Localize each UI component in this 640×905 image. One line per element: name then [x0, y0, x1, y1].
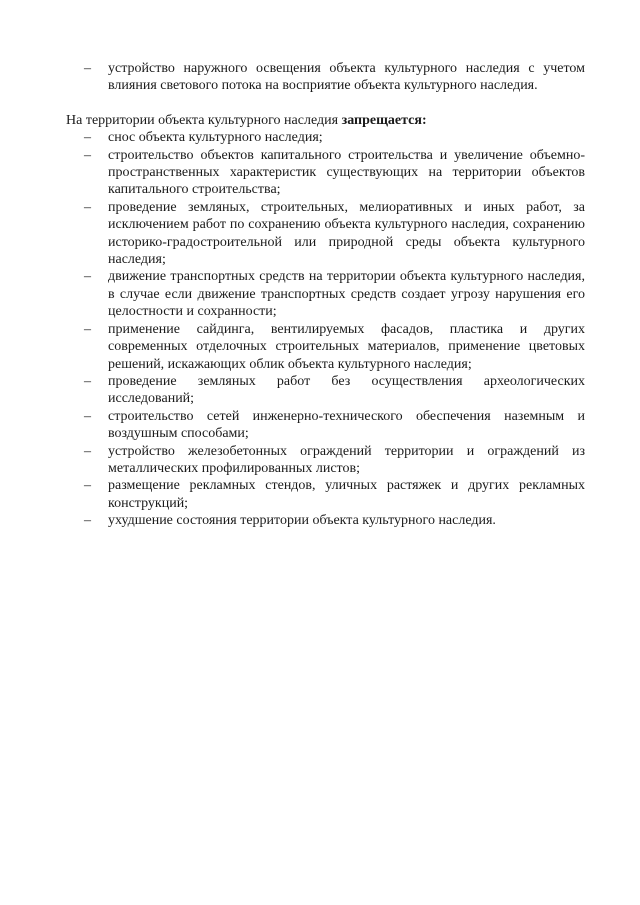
list-dash: –: [84, 61, 91, 76]
list-dash: –: [84, 130, 91, 146]
list-item-text: устройство железобетонных ограждений территории и ограждений из металлических профилированных листов;: [108, 443, 585, 476]
list-dash: –: [84, 199, 91, 215]
list-item-text: ухудшение состояния территории объекта культурного наследия.: [108, 513, 496, 529]
paragraph-lead: На территории объекта культурного наследия: [66, 112, 342, 128]
list-item: [66, 477, 585, 512]
list-item: [66, 129, 585, 146]
prohibition-heading: [66, 112, 585, 129]
list-item-lighting: [66, 60, 585, 95]
list-dash: –: [84, 408, 91, 424]
list-item-text: строительство сетей инженерно-технического обеспечения наземным и воздушным способами;: [108, 408, 585, 442]
list-item-text: движение транспортных средств на территории объекта культурного наследия, в случае если движение транспортных средств создает угрозу нарушения его целостности и сохранности;: [108, 269, 585, 320]
list-dash: –: [84, 513, 91, 529]
list-dash: –: [84, 147, 91, 163]
list-item-text: строительство объектов капитального строительства и увеличение объемно-пространственных характеристик существующих на территории объектов капитального строительства;: [108, 147, 585, 198]
list-item-text: проведение земляных, строительных, мелиоративных и иных работ, за исключением работ по сохранению объекта культурного наследия, сохранению историко-градостроительной или природной среды объекта культурного наследия;: [108, 199, 585, 268]
list-item-text: проведение земляных работ без осуществления археологических исследований;: [108, 373, 585, 407]
list-dash: –: [84, 478, 91, 494]
list-item: [66, 147, 585, 199]
list-item: [66, 443, 585, 478]
prohibition-list: [66, 129, 585, 529]
list-item-text: снос объекта культурного наследия;: [108, 130, 323, 146]
list-item: [66, 512, 585, 529]
list-dash: –: [84, 321, 91, 337]
paragraph-bold: запрещается:: [341, 112, 427, 128]
list-item: [66, 408, 585, 443]
document-body: [66, 60, 585, 530]
list-item-text: устройство наружного освещения объекта культурного наследия с учетом влияния светового потока на восприятие объекта культурного наследия.: [108, 61, 585, 94]
list-item: [66, 321, 585, 373]
list-item: [66, 373, 585, 408]
list-dash: –: [84, 373, 91, 389]
list-item: [66, 268, 585, 320]
list-item: [66, 199, 585, 269]
list-dash: –: [84, 269, 91, 285]
list-dash: –: [84, 443, 91, 459]
list-item-text: размещение рекламных стендов, уличных растяжек и других рекламных конструкций;: [108, 478, 585, 511]
list-item-text: применение сайдинга, вентилируемых фасадов, пластика и других современных отделочных строительных материалов, применение цветовых решений, искажающих облик объекта культурного наследия;: [108, 321, 585, 372]
